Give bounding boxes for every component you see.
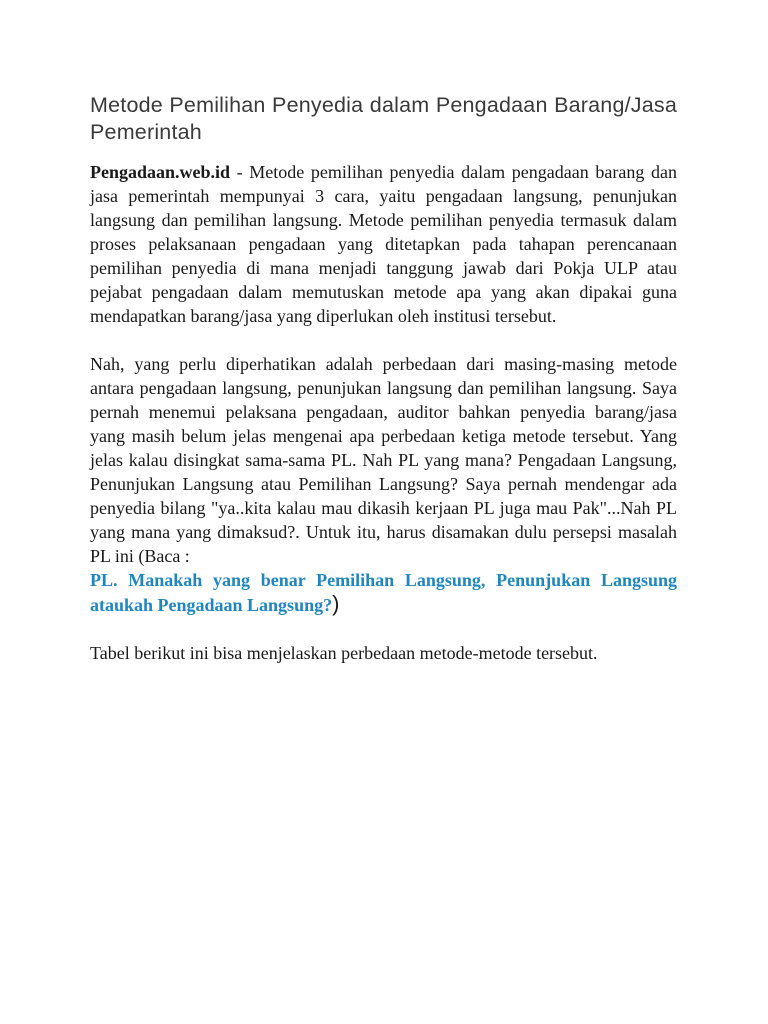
paragraph-table-intro: Tabel berikut ini bisa menjelaskan perbedaan metode-metode tersebut. [90, 643, 598, 663]
paragraph-intro-text: - Metode pemilihan penyedia dalam pengadaan barang dan jasa pemerintah mempunyai 3 cara, yaitu pengadaan langsung, penunjukan langsung dan pemilihan langsung. Metode pemilihan penyedia termasuk dalam proses pelaksanaan pengadaan yang ditetapkan pada tahapan perencanaan pemilihan penyedia di mana menjadi tanggung jawab dari Pokja ULP atau pejabat pengadaan dalam memutuskan metode apa yang akan dipakai guna mendapatkan barang/jasa yang diperlukan oleh institusi tersebut. [90, 162, 677, 326]
paragraph-intro [90, 160, 677, 328]
article-title: Metode Pemilihan Penyedia dalam Pengadaan Barang/Jasa Pemerintah [90, 93, 677, 144]
source-name: Pengadaan.web.id [90, 162, 231, 182]
related-article-link[interactable]: PL. Manakah yang benar Pemilihan Langsung, Penunjukan Langsung ataukah Pengadaan Langsung? [90, 570, 677, 615]
closing-paren: ) [332, 591, 340, 616]
link-paragraph [90, 568, 677, 617]
paragraph-explanation: Nah, yang perlu diperhatikan adalah perbedaan dari masing-masing metode antara pengadaan langsung, penunjukan langsung dan pemilihan langsung. Saya pernah menemui pelaksana pengadaan, auditor bahkan penyedia barang/jasa yang masih belum jelas mengenai apa perbedaan ketiga metode tersebut. Yang jelas kalau disingkat sama-sama PL. Nah PL yang mana? Pengadaan Langsung, Penunjukan Langsung atau Pemilihan Langsung? Saya pernah mendengar ada penyedia bilang "ya..kita kalau mau dikasih kerjaan PL juga mau Pak"...Nah PL yang mana yang dimaksud?. Untuk itu, harus disamakan dulu persepsi masalah PL ini (Baca : [90, 354, 677, 566]
article [90, 92, 677, 665]
